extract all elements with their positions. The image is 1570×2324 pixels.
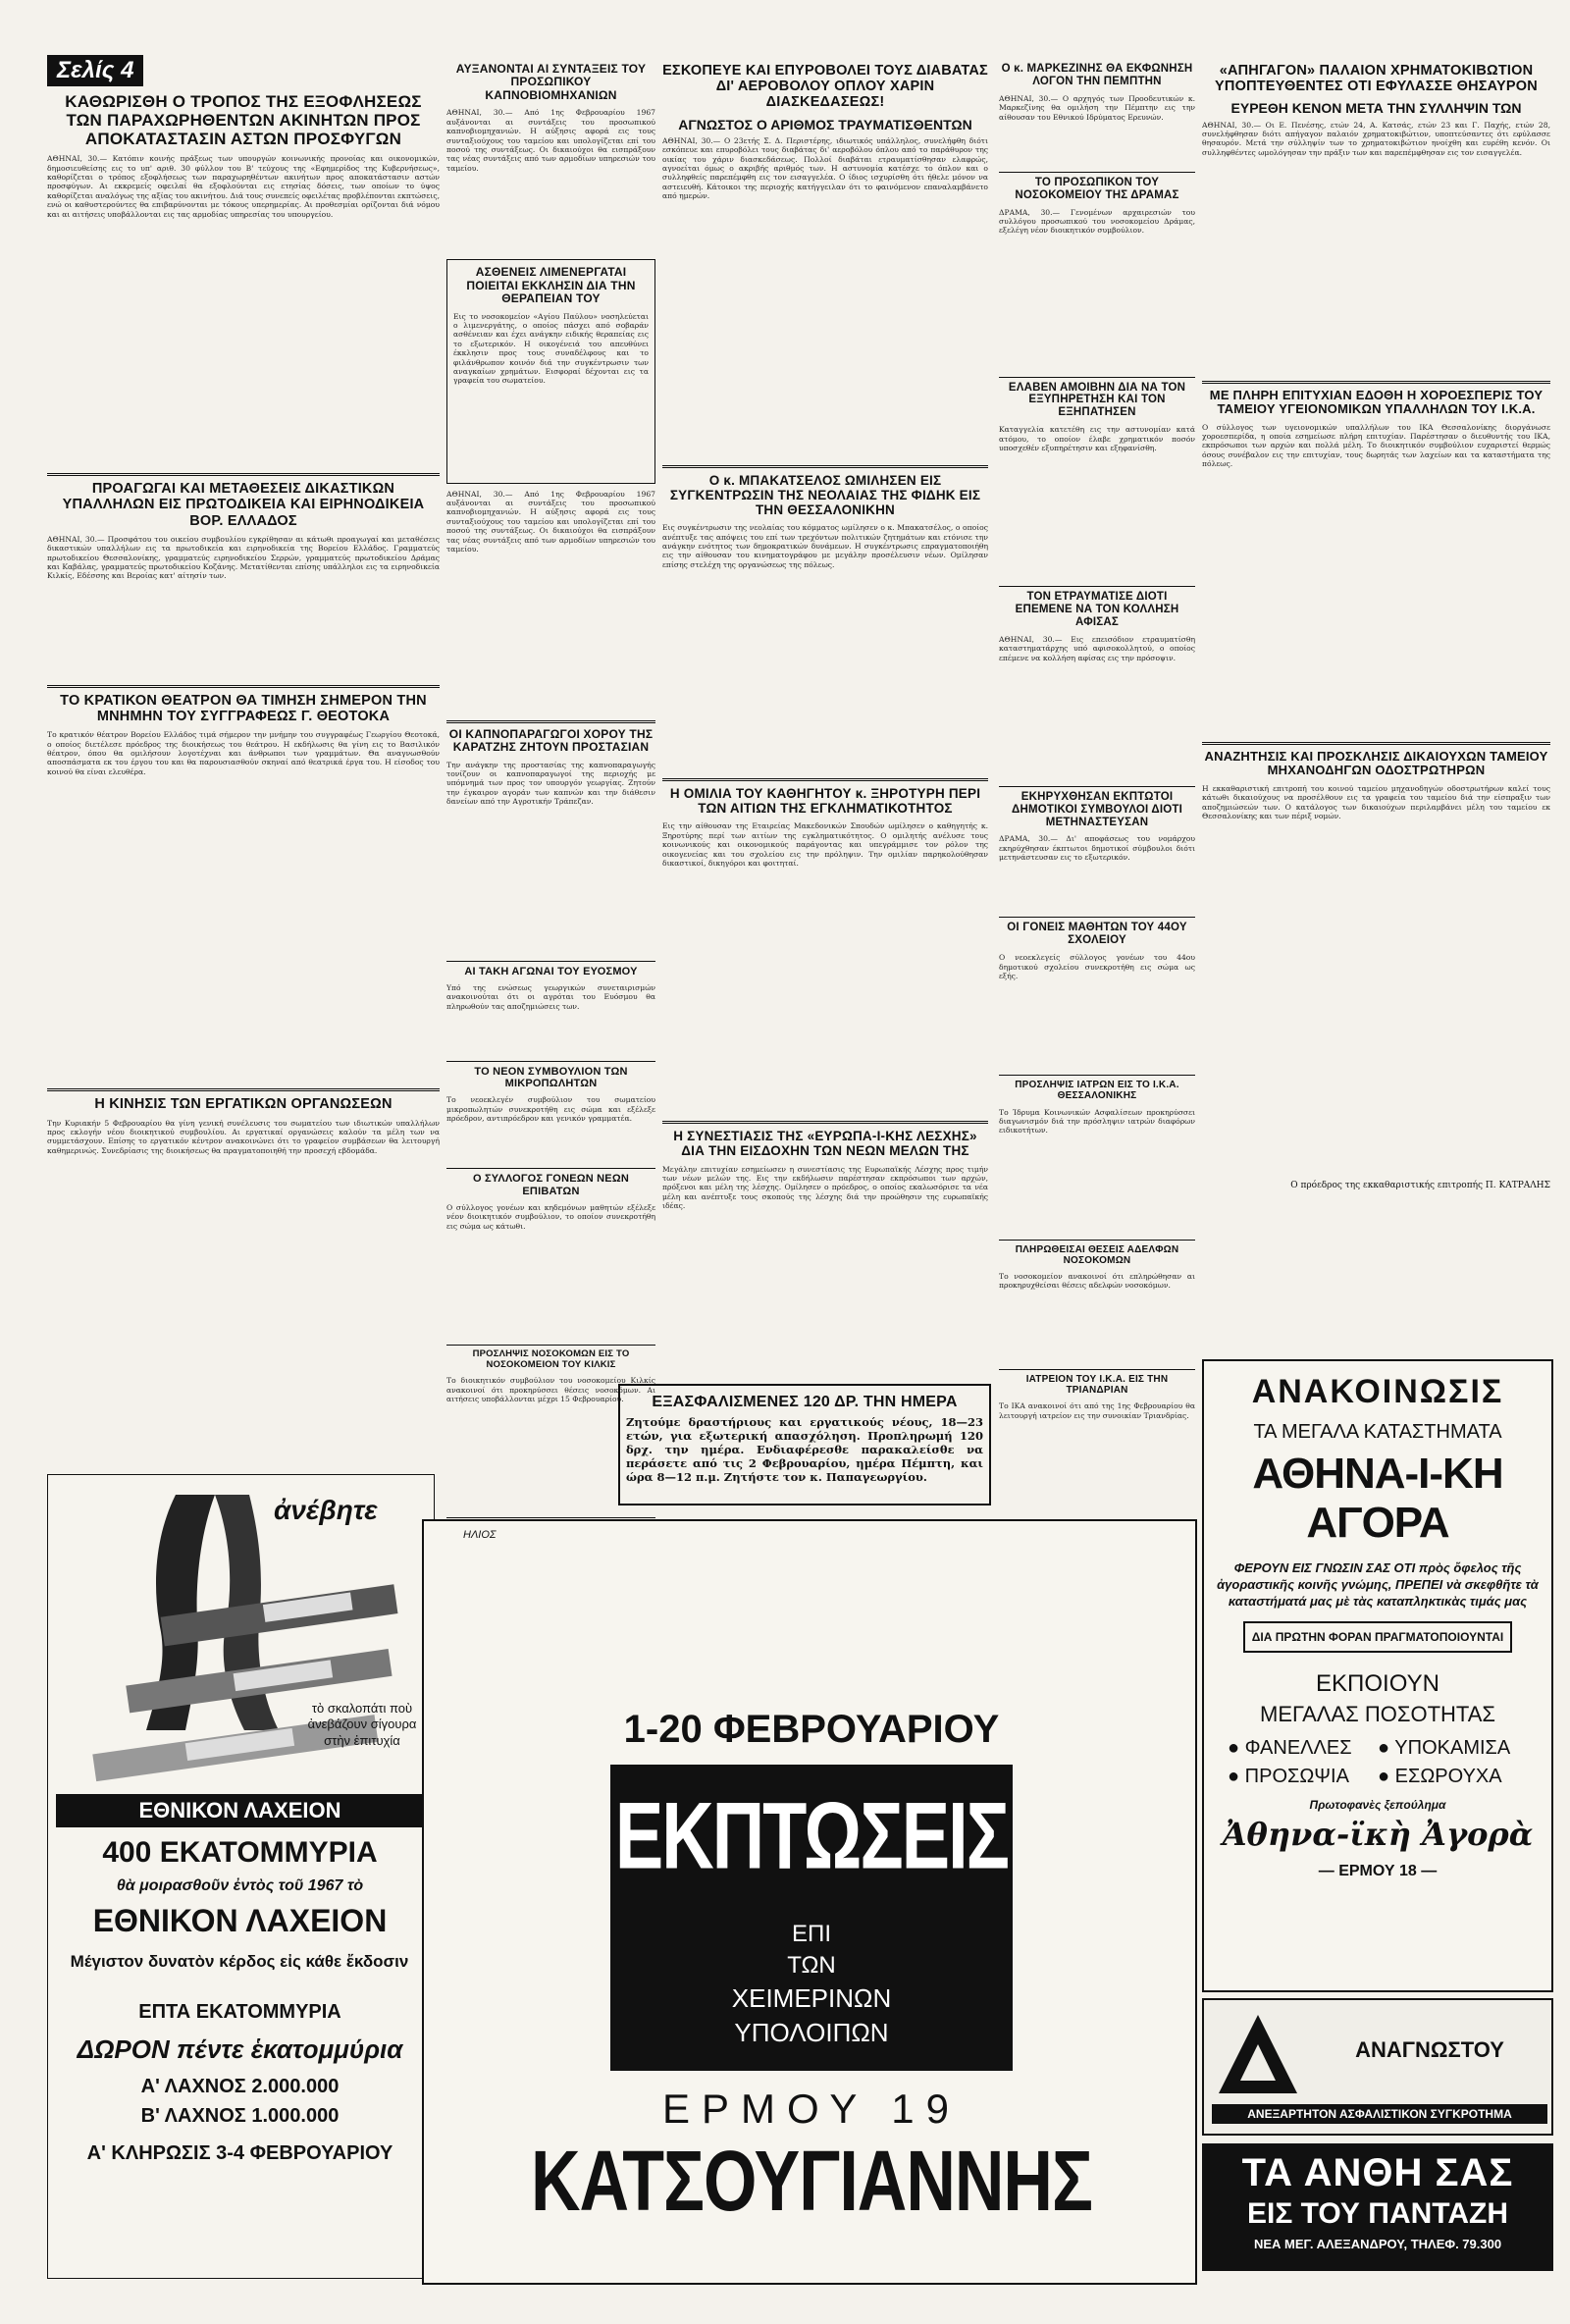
lottery-headline: ἀνέβητε <box>274 1495 378 1525</box>
sale-store-name: ΚΑΤΣΟΥΓΙΑΝΝΗΣ <box>531 2133 1092 2229</box>
flowers-line: ΤΑ ΑΝΘΗ ΣΑΣ <box>1241 2151 1514 2194</box>
sale-black-panel <box>610 1765 1013 2071</box>
page-label: Σελίς 4 <box>47 55 143 86</box>
sale-street: ΕΡΜΟΥ 19 <box>662 2086 961 2132</box>
article-title: «ΑΠΗΓΑΓΟΝ» ΠΑΛΑΙΟΝ ΧΡΗΜΑΤΟΚΙΒΩΤΙΟΝ ΥΠΟΠΤΕΥΘΕΝΤΕΣ ΟΤΙ ΕΦΥΛΑΣΣΕ ΘΗΣΑΥΡΟΝ <box>1215 63 1538 95</box>
article-body: Το κρατικόν θέατρον Βορείου Ελλάδος τιμά σήμερον την μνήμην του συγγραφέως Γεωργίου Θεοτοκά, ο οποίος διετέλεσε πρόεδρος της διοικήσεως του θεάτρου. Η εκδήλωσις θα γίνη εις το Βασιλικόν θέατρον, όπου θα ομιλήσουν λογοτέχναι και άνθρωποι των γραμμάτων. Θα αναγνωσθούν αποσπάσματα εκ του έργου του και θα παρουσιασθούν σκηναί από θεατρικά έργα του. Η είσοδος του κοινού θα είναι ελευθέρα. <box>47 730 440 776</box>
column-5 <box>1202 61 1550 1190</box>
divider <box>999 377 1195 378</box>
divider <box>47 1088 440 1091</box>
article-body: Το νοσοκομείον ανακοινοί ότι επληρώθησαν αι προκηρυχθείσαι θέσεις αδελφών νοσοκόμων. <box>999 1271 1195 1291</box>
article-body: ΑΘΗΝΑΙ, 30.— Εις επεισόδιον ετραυματίσθη καταστηματάρχης υπό αφισοκολλητού, ο οποίος επέμενε να κολλήση αφίσας εις την πρόσοψιν. <box>999 634 1195 662</box>
bullet-icon: ● <box>1378 1766 1390 1787</box>
lottery-line: Μέγιστον δυνατὸν κέρδος εἰς κάθε ἔκδοσιν <box>70 1952 409 1971</box>
job-ad-body: Ζητούμε δραστήριους και εργατικούς νέους, 18—23 ετών, για εξωτερική απασχόληση. Προπληρωμή 120 δρχ. την ημέρα. Ενδιαφέρεσθε παρακαλείσθε να περάσετε από τις 2 Φεβρουαρίου, ημέρα Πέμπτη, και ώρα 8—12 π.μ. Ζητήστε τον κ. Παπαγεωργίου. <box>626 1414 983 1484</box>
article-title: ΠΡΟΣΛΗΨΙΣ ΝΟΣΟΚΟΜΩΝ ΕΙΣ ΤΟ ΝΟΣΟΚΟΜΕΙΟΝ ΤΟΥ ΚΙΛΚΙΣ <box>472 1348 630 1370</box>
boxed-article <box>446 259 655 483</box>
notice-subtitle: ΤΑ ΜΕΓΑΛΑ ΚΑΤΑΣΤΗΜΑΤΑ <box>1253 1421 1502 1443</box>
article-title: ΟΙ ΚΑΠΝΟΠΑΡΑΓΩΓΟΙ ΧΟΡΟΥ ΤΗΣ ΚΑΡΑΤΖΗΣ ΖΗΤΟΥΝ ΠΡΟΣΤΑΣΙΑΝ <box>448 726 654 755</box>
article-title: ΕΣΚΟΠΕΥΕ ΚΑΙ ΕΠΥΡΟΒΟΛΕΙ ΤΟΥΣ ΔΙΑΒΑΤΑΣ ΔΙ' ΑΕΡΟΒΟΛΟΥ ΟΠΛΟΥ ΧΑΡΙΝ ΔΙΑΣΚΕΔΑΣΕΩΣ! <box>662 63 988 111</box>
insurance-ad <box>1202 1998 1553 2136</box>
article-body: ΔΡΑΜΑ, 30.— Γενομένων αρχαιρεσιών του συλλόγου προσωπικού του νοσοκομείου Δράμας, εξελέγη νέον διοικητικόν συμβούλιον. <box>999 207 1195 236</box>
divider <box>662 1121 988 1124</box>
article-title: ΠΛΗΡΩΘΕΙΣΑΙ ΘΕΣΕΙΣ ΑΔΕΛΦΩΝ ΝΟΣΟΚΟΜΩΝ <box>1015 1243 1179 1266</box>
article-title: Η ΚΙΝΗΣΙΣ ΤΩΝ ΕΡΓΑΤΙΚΩΝ ΟΡΓΑΝΩΣΕΩΝ <box>94 1096 392 1113</box>
notice-script-name: Ἀθηνα-ϊκὴ Ἀγορὰ <box>1222 1816 1534 1853</box>
lottery-line: ΕΠΤΑ ΕΚΑΤΟΜΜΥΡΙΑ <box>138 2001 341 2023</box>
article-title: ΤΟ ΝΕΟΝ ΣΥΜΒΟΥΛΙΟΝ ΤΩΝ ΜΙΚΡΟΠΩΛΗΤΩΝ <box>474 1065 628 1090</box>
notice-item: ● ΕΣΩΡΟΥΧΑ <box>1378 1766 1502 1787</box>
article-body: Εις την αίθουσαν της Εταιρείας Μακεδονικών Σπουδών ωμίλησεν ο καθηγητής κ. Ξηροτύρης περί των αιτίων της εγκληματικότητος. Ο ομιλητής ανέλυσε τους κοινωνικούς και οικονομικούς παράγοντας και υπεγράμμισε τον ρόλον της οικογενείας και του σχολείου εις την πρόληψιν. Την ομιλίαν παρηκολούθησαν δικαστικοί, δικηγόροι και φοιτηταί. <box>662 821 988 868</box>
divider <box>999 786 1195 787</box>
notice-text: ΦΕΡΟΥΝ ΕΙΣ ΓΝΩΣΙΝ ΣΑΣ ΟΤΙ πρὸς ὄφελος τῆς ἀγοραστικῆς κοινῆς γνώμης, ΠΡΕΠΕΙ νὰ σκεφθῆτε τὰ καταστήματά μας μὲ τὰς καταπληκτικὰς τιμάς μας <box>1217 1560 1539 1609</box>
bullet-icon: ● <box>1378 1737 1390 1759</box>
article-body: Μεγάλην επιτυχίαν εσημείωσεν η συνεστίασις της Ευρωπαϊκής Λέσχης προς τιμήν των νέων μελών της. Εις την εκδήλωσιν παρέστησαν εκπρόσωποι των αρχών, πρόξενοι και μέλη της λέσχης. Ομίλησεν ο πρόεδρος, ο οποίος εκαλωσόρισε τα νέα μέλη και ανέπτυξε τους σκοπούς της λέσχης διά την προώθησιν της ευρωπαϊκής ιδέας. <box>662 1164 988 1211</box>
lottery-prize: Β' ΛΑΧΝΟΣ 1.000.000 <box>140 2105 340 2127</box>
notice-address: — ΕΡΜΟΥ 18 — <box>1318 1863 1438 1879</box>
lottery-draw: Α' ΚΛΗΡΩΣΙΣ 3-4 ΦΕΒΡΟΥΑΡΙΟΥ <box>86 2142 393 2164</box>
article-body: ΑΘΗΝΑΙ, 30.— Προσφάτου του οικείου συμβουλίου εγκρίθησαν αι κάτωθι προαγωγαί και μεταθέσεις δικαστικών υπαλλήλων εις τα πρωτοδικεία και ειρηνοδικεία της Βορείου Ελλάδος. Γραμματεύς πρωτοδικείου Θεσσαλονίκης, γραμματεύς ειρηνοδικείου Σερρών, γραμματεύς πρωτοδικείου Δράμας και Καβάλας, γραμματεύς πρωτοδικείου Κοζάνης. Μετατίθενται επίσης υπάλληλοι εις τα ειρηνοδικεία Κιλκίς, Εδέσσης και Βεροίας κατ' αίτησίν των. <box>47 534 440 581</box>
notice-item: ● ΠΡΟΣΩΨΙΑ <box>1228 1766 1349 1787</box>
article-body: Το Ίδρυμα Κοινωνικών Ασφαλίσεων προκηρύσσει διαγωνισμόν διά την πρόσληψιν ιατρών διαφόρων ειδικοτήτων. <box>999 1107 1195 1136</box>
article-body: ΑΘΗΝΑΙ, 30.— Από 1ης Φεβρουαρίου 1967 αυξάνονται αι συντάξεις του προσωπικού καπνοβιομηχανιών. Η αύξησις αφορά εις τους συνταξιούχους του ταμείου και υπολογίζεται επί του ποσού της συντάξεως. Οι δικαιούχοι θα εισπράξουν τας νέας συντάξεις από των αρμοδίων υπηρεσιών του ταμείου. <box>446 489 655 555</box>
lottery-prize: Α' ΛΑΧΝΟΣ 2.000.000 <box>140 2076 340 2097</box>
lottery-name: ΕΘΝΙΚΟΝ ΛΑΧΕΙΟΝ <box>92 1903 388 1938</box>
divider <box>446 720 655 723</box>
article-title: ΤΟΝ ΕΤΡΑΥΜΑΤΙΣΕ ΔΙΟΤΙ ΕΠΕΜΕΝΕ ΝΑ ΤΟΝ ΚΟΛΛΗΣΗ ΑΦΙΣΑΣ <box>1015 591 1179 628</box>
sale-line: ΤΩΝ <box>787 1952 836 1979</box>
article-body: Την ανάγκην της προστασίας της καπνοπαραγωγής τονίζουν οι καπνοπαραγωγοί της περιοχής με υπόμνημά των προς τον υπουργόν γεωργίας. Ζητούν την έγκαιρον αγοράν των καπνών και την διάθεσιν δανείων από την Αγροτικήν Τράπεζαν. <box>446 760 655 807</box>
sale-line: ΕΠΙ <box>791 1921 831 1947</box>
sale-line: ΧΕΙΜΕΡΙΝΩΝ <box>731 1983 892 2013</box>
article-title: ΙΑΤΡΕΙΟΝ ΤΟΥ Ι.Κ.Α. ΕΙΣ ΤΗΝ ΤΡΙΑΝΔΡΙΑΝ <box>1025 1373 1169 1397</box>
notice-store-name: ΑΘΗΝΑ-Ι-ΚΗ ΑΓΟΡΑ <box>1252 1450 1503 1547</box>
article-title: ΠΡΟΑΓΩΓΑΙ ΚΑΙ ΜΕΤΑΘΕΣΕΙΣ ΔΙΚΑΣΤΙΚΩΝ ΥΠΑΛΛΗΛΩΝ ΕΙΣ ΠΡΩΤΟΔΙΚΕΙΑ ΚΑΙ ΕΙΡΗΝΟΔΙΚΕΙΑ ΒΟΡ. ΕΛΛΑΔΟΣ <box>62 481 425 529</box>
divider <box>446 1168 655 1169</box>
article-title: Ο κ. ΜΠΑΚΑΤΣΕΛΟΣ ΩΜΙΛΗΣΕΝ ΕΙΣ ΣΥΓΚΕΝΤΡΩΣΙΝ ΤΗΣ ΝΕΟΛΑΙΑΣ ΤΗΣ ΦΙΔΗΚ ΕΙΣ ΤΗΝ ΘΕΣΣΑΛΟΝΙΚΗΝ <box>669 472 981 518</box>
article-title: ΟΙ ΓΟΝΕΙΣ ΜΑΘΗΤΩΝ ΤΟΥ 44ΟΥ ΣΧΟΛΕΙΟΥ <box>1007 922 1187 947</box>
divider <box>999 1369 1195 1370</box>
article-body: Η εκκαθαριστική επιτροπή του κοινού ταμείου μηχανοδηγών οδοστρωτήρων καλεί τους κάτωθι δικαιούχους να προσέλθουν εις τα γραφεία του ταμείου διά την είσπραξιν των αποζημιώσεών των. Ο κατάλογος των δικαιούχων περιλαμβάνει μέλη του ταμείου εκ Θεσσαλονίκης και των πέριξ νομών. <box>1202 783 1550 820</box>
notice-sell: ΕΚΠΟΙΟΥΝ <box>1316 1670 1439 1697</box>
divider <box>446 961 655 962</box>
article-body: Εις συγκέντρωσιν της νεολαίας του κόμματος ωμίλησεν ο κ. Μπακατσέλος, ο οποίος ανέπτυξε τας απόψεις του επί των τρεχόντων πολιτικών ζητημάτων και ετόνισε την ανάγκην ενότητος των δημοκρατικών δυνάμεων. Η συγκέντρωσις επραγματοποιήθη εις την αίθουσαν του κινηματογράφου με μεγάλην προσέλευσιν νέων. Ομίλησαν επίσης στελέχη της οργανώσεως της πόλεως. <box>662 523 988 569</box>
column-1 <box>47 55 440 1294</box>
sale-dates: 1-20 ΦΕΒΡΟΥΑΡΙΟΥ <box>623 1708 1000 1751</box>
sale-ad <box>422 1519 1197 2285</box>
article-body: Το διοικητικόν συμβούλιον του νοσοκομείου Κιλκίς ανακοινοί ότι προκηρύσσει θέσεις νοσοκόμων. Αι αιτήσεις υποβάλλονται μέχρι 15 Φεβρουαρίου. <box>446 1376 655 1404</box>
article-body: ΑΘΗΝΑΙ, 30.— Από 1ης Φεβρουαρίου 1967 αυξάνονται αι συντάξεις του προσωπικού καπνοβιομηχανιών. Η αύξησις αφορά εις τους συνταξιούχους του ταμείου και υπολογίζεται επί του ποσού της συντάξεως. Οι δικαιούχοι θα εισπράξουν τας νέας συντάξεις από των αρμοδίων υπηρεσιών του ταμείου. <box>446 108 655 173</box>
store-notice-ad <box>1202 1359 1553 1992</box>
article-title: Ο ΣΥΛΛΟΓΟΣ ΓΟΝΕΩΝ ΝΕΩΝ ΕΠΙΒΑΤΩΝ <box>472 1173 630 1197</box>
signature: Ο πρόεδρος της εκκαθαριστικής επιτροπής Π. ΚΑΤΡΑΛΗΣ <box>1290 1180 1550 1190</box>
article-title: ΑΥΞΑΝΟΝΤΑΙ ΑΙ ΣΥΝΤΑΞΕΙΣ ΤΟΥ ΠΡΟΣΩΠΙΚΟΥ ΚΑΠΝΟΒΙΟΜΗΧΑΝΙΩΝ <box>455 62 647 102</box>
article-body: Υπό της ενώσεως γεωργικών συνεταιρισμών ανακοινούται ότι οι αγρόται του Ευόσμου θα πληρωθούν τας αποζημιώσεις των. <box>446 982 655 1011</box>
article-title: ΜΕ ΠΛΗΡΗ ΕΠΙΤΥΧΙΑΝ ΕΔΟΘΗ Η ΧΟΡΟΕΣΠΕΡΙΣ ΤΟΥ ΤΑΜΕΙΟΥ ΥΓΕΙΟΝΟΜΙΚΩΝ ΥΠΑΛΛΗΛΩΝ ΤΟΥ Ι.Κ.Α. <box>1209 387 1544 417</box>
divider <box>999 1075 1195 1076</box>
column-3 <box>662 61 988 1297</box>
divider <box>662 778 988 781</box>
divider <box>999 917 1195 918</box>
margin-strip <box>1556 628 1570 2297</box>
article-title: ΤΟ ΚΡΑΤΙΚΟΝ ΘΕΑΤΡΟΝ ΘΑ ΤΙΜΗΣΗ ΣΗΜΕΡΟΝ ΤΗΝ ΜΝΗΜΗΝ ΤΟΥ ΣΥΓΓΡΑΦΕΩΣ Γ. ΘΕΟΤΟΚΑ <box>60 692 427 725</box>
divider <box>1202 381 1550 384</box>
flowers-line: ΕΙΣ ΤΟΥ ΠΑΝΤΑΖΗ <box>1246 2197 1509 2230</box>
divider <box>999 172 1195 173</box>
article-subtitle: ΕΥΡΕΘΗ ΚΕΝΟΝ ΜΕΤΑ ΤΗΝ ΣΥΛΛΗΨΙΝ ΤΩΝ <box>1230 100 1522 117</box>
sale-title: ΕΚΠΤΩΣΕΙΣ <box>614 1782 1009 1889</box>
lottery-line: θὰ μοιρασθοῦν ἐντὸς τοῦ 1967 τὸ <box>116 1877 364 1894</box>
job-ad <box>618 1384 991 1505</box>
flowers-line: ΝΕΑ ΜΕΓ. ΑΛΕΞΑΝΔΡΟΥ, ΤΗΛΕΦ. 79.300 <box>1253 2237 1502 2251</box>
article-body: Το νεοεκλεγέν συμβούλιον του σωματείου μικροπωλητών συνεκροτήθη εις σώμα και εξέλεξε πρόεδρον, αντιπρόεδρον και γενικόν γραμματέα. <box>446 1095 655 1124</box>
article-title: ΑΝΑΖΗΤΗΣΙΣ ΚΑΙ ΠΡΟΣΚΛΗΣΙΣ ΔΙΚΑΙΟΥΧΩΝ ΤΑΜΕΙΟΥ ΜΗΧΑΝΟΔΗΓΩΝ ΟΔΟΣΤΡΩΤΗΡΩΝ <box>1204 748 1548 778</box>
sale-corner-label: ΗΛΙΟΣ <box>463 1529 497 1541</box>
notice-item: ● ΥΠΟΚΑΜΙΣΑ <box>1378 1737 1511 1759</box>
divider <box>446 1345 655 1346</box>
article-body: Καταγγελία κατετέθη εις την αστυνομίαν κατά ατόμου, το οποίον έλαβε χρηματικόν ποσόν υποσχεθέν εξυπηρέτησιν και εξηφανίσθη. <box>999 425 1195 452</box>
article-title: ΑΣΘΕΝΕΙΣ ΛΙΜΕΝΕΡΓΑΤΑΙ ΠΟΙΕΙΤΑΙ ΕΚΚΛΗΣΙΝ ΔΙΑ ΤΗΝ ΘΕΡΑΠΕΙΑΝ ΤΟΥ <box>466 265 636 306</box>
article-title: Η ΟΜΙΛΙΑ ΤΟΥ ΚΑΘΗΓΗΤΟΥ κ. ΞΗΡΟΤΥΡΗ ΠΕΡΙ ΤΩΝ ΑΙΤΙΩΝ ΤΗΣ ΕΓΚΛΗΜΑΤΙΚΟΤΗΤΟΣ <box>669 786 981 817</box>
sale-line: ΥΠΟΛΟΙΠΩΝ <box>734 2018 889 2047</box>
bullet-icon: ● <box>1228 1737 1240 1759</box>
article-body: ΔΡΑΜΑ, 30.— Δι' αποφάσεως του νομάρχου εκηρύχθησαν έκπτωτοι δημοτικοί σύμβουλοι διότι μετηνάστευσαν εις το εξωτερικόν. <box>999 834 1195 863</box>
insurance-name: ΑΝΑΓΝΩΣΤΟΥ <box>1355 2037 1504 2062</box>
article-body: ΑΘΗΝΑΙ, 30.— Οι Ε. Πενέσης, ετών 24, Α. Κατσάς, ετών 23 και Γ. Παχής, ετών 28, συνελήφθησαν διότι απήγαγον παλαιόν χρηματοκιβώτιον, υποπτεύσαντες ότι εφύλασσε θησαυρόν. Μετά την σύλληψίν των το χρηματοκιβώτιον ηνοίχθη και ευρέθη κενόν. Οι συλληφθέντες ωμολόγησαν την πράξιν των και παρεπέμφθησαν εις τον εισαγγελέα. <box>1202 120 1550 157</box>
divider <box>47 473 440 476</box>
article-title: ΚΑΘΩΡΙΣΘΗ Ο ΤΡΟΠΟΣ ΤΗΣ ΕΞΟΦΛΗΣΕΩΣ ΤΩΝ ΠΑΡΑΧΩΡΗΘΕΝΤΩΝ ΑΚΙΝΗΤΩΝ ΠΡΟΣ ΑΠΟΚΑΤΑΣΤΑΣΙΝ ΑΣΤΩΝ ΠΡΟΣΦΥΓΩΝ <box>65 92 422 149</box>
lottery-gift: ΔΩΡΟΝ πέντε ἑκατομμύρια <box>77 2034 403 2064</box>
article-subtitle: ΑΓΝΩΣΤΟΣ Ο ΑΡΙΘΜΟΣ ΤΡΑΥΜΑΤΙΣΘΕΝΤΩΝ <box>678 116 972 132</box>
article-title: ΕΛΑΒΕΝ ΑΜΟΙΒΗΝ ΔΙΑ ΝΑ ΤΟΝ ΕΞΥΠΗΡΕΤΗΣΗ ΚΑΙ ΤΟΝ ΕΞΗΠΑΤΗΣΕΝ <box>1008 381 1186 419</box>
lottery-ad <box>47 1474 435 2279</box>
divider <box>446 1061 655 1062</box>
article-body: Το ΙΚΑ ανακοινοί ότι από της 1ης Φεβρουαρίου θα λειτουργή ιατρείον εις την συνοικίαν Τριανδρίας. <box>999 1401 1195 1420</box>
lottery-amount: 400 ΕΚΑΤΟΜΜΥΡΙΑ <box>102 1836 378 1869</box>
notice-item: ● ΦΑΝΕΛΛΕΣ <box>1228 1737 1352 1759</box>
divider <box>999 586 1195 587</box>
divider <box>999 1240 1195 1241</box>
article-title: ΠΡΟΣΛΗΨΙΣ ΙΑΤΡΩΝ ΕΙΣ ΤΟ Ι.Κ.Α. ΘΕΣΣΑΛΟΝΙΚΗΣ <box>1015 1080 1179 1102</box>
article-title: ΑΙ ΤΑΚΗ ΑΓΩΝΑΙ ΤΟΥ ΕΥΟΣΜΟΥ <box>464 965 638 977</box>
column-4 <box>999 61 1195 1505</box>
divider <box>47 685 440 688</box>
notice-title: ΑΝΑΚΟΙΝΩΣΙΣ <box>1251 1373 1504 1410</box>
article-body: Την Κυριακήν 5 Φεβρουαρίου θα γίνη γενική συνέλευσις του σωματείου των ιδιωτικών υπαλλήλων προς εκλογήν νέου διοικητικού συμβουλίου. Αι εργατικαί οργανώσεις καλούν τα μέλη των να συμμετάσχουν. Επίσης το εργατικόν κέντρον ανακοινώνει ότι το γραφείον συμβάσεων θα λειτουργή καθημερινώς. Συνεδρίασις της διοικήσεως θα πραγματοποιηθή την προσεχή εβδομάδα. <box>47 1118 440 1155</box>
job-ad-title: ΕΞΑΣΦΑΛΙΣΜΕΝΕΣ 120 ΔΡ. ΤΗΝ ΗΜΕΡΑ <box>652 1394 958 1410</box>
insurance-logo-icon <box>1214 2010 1302 2098</box>
notice-quantity: ΜΕΓΑΛΑΣ ΠΟΣΟΤΗΤΑΣ <box>1260 1702 1495 1726</box>
lottery-band: ΕΘΝΙΚΟΝ ΛΑΧΕΙΟΝ <box>56 1794 424 1827</box>
divider <box>1202 742 1550 745</box>
article-title: ΤΟ ΠΡΟΣΩΠΙΚΟΝ ΤΟΥ ΝΟΣΟΚΟΜΕΙΟΥ ΤΗΣ ΔΡΑΜΑΣ <box>1015 176 1179 201</box>
article-body: Ο νεοεκλεγείς σύλλογος γονέων του 44ου δημοτικού σχολείου συνεκροτήθη εις σώμα ως εξής. <box>999 953 1195 980</box>
article-title: ΕΚΗΡΥΧΘΗΣΑΝ ΕΚΠΤΩΤΟΙ ΔΗΜΟΤΙΚΟΙ ΣΥΜΒΟΥΛΟΙ ΔΙΟΤΙ ΜΕΤΗΝΑΣΤΕΥΣΑΝ <box>1011 790 1183 828</box>
bullet-icon: ● <box>1228 1766 1240 1787</box>
article-body: ΑΘΗΝΑΙ, 30.— Κατόπιν κοινής πράξεως των υπουργών κοινωνικής προνοίας και οικονομικών, δημοσιευθείσης εις το υπ' αριθ. 30 φύλλον του Β' τεύχους της «Εφημερίδος της Κυβερνήσεως», καθορίζεται ο τρόπος εξοφλήσεως των παραχωρηθέντων ακινήτων προς αποκατάστασιν αστών προσφύγων. Αι εκκρεμείς οφειλαί θα εξοφλούνται εις ετησίας δόσεις, των οποίων το ύψος καθορίζεται αναλόγως της αξίας του ακινήτου. Διά τους συνεπείς οφειλέτας προβλέπονται εκπτώσεις, ενώ οι καθυστερούντες θα επιβαρύνονται με τόκους υπερημερίας. Αι προθεσμίαι ορίζονται διά νόμου και αι αιτήσεις υποβάλλονται εις τας αρμοδίας υπηρεσίας του υπουργείου. <box>47 154 440 219</box>
notice-note: Πρωτοφανὲς ξεπούλημα <box>1309 1798 1446 1812</box>
notice-items <box>1228 1737 1528 1788</box>
notice-box: ΔΙΑ ΠΡΩΤΗΝ ΦΟΡΑΝ ΠΡΑΓΜΑΤΟΠΟΙΟΥΝΤΑΙ <box>1243 1621 1512 1653</box>
article-body: Ο σύλλογος γονέων και κηδεμόνων μαθητών εξέλεξε νέον διοικητικόν συμβούλιον, το οποίον συνεκροτήθη εις σώμα ως κάτωθι. <box>446 1203 655 1231</box>
insurance-line: ΑΝΕΞΑΡΤΗΤΟΝ ΑΣΦΑΛΙΣΤΙΚΟΝ ΣΥΓΚΡΟΤΗΜΑ <box>1212 2104 1547 2124</box>
column-2 <box>446 61 655 1609</box>
article-title: Η ΣΥΝΕΣΤΙΑΣΙΣ ΤΗΣ «ΕΥΡΩΠΑ-Ι-ΚΗΣ ΛΕΣΧΗΣ» ΔΙΑ ΤΗΝ ΕΙΣΔΟΧΗΝ ΤΩΝ ΝΕΩΝ ΜΕΛΩΝ ΤΗΣ <box>673 1129 977 1159</box>
article-title: Ο κ. ΜΑΡΚΕΖΙΝΗΣ ΘΑ ΕΚΦΩΝΗΣΗ ΛΟΓΟΝ ΤΗΝ ΠΕΜΠΤΗΝ <box>1001 63 1193 87</box>
lottery-caption: τὸ σκαλοπάτι ποὺ ἀνεβάζουν σίγουρα στὴν ἐπιτυχία <box>307 1701 417 1748</box>
article-body: ΑΘΗΝΑΙ, 30.— Ο 23ετής Σ. Δ. Περιστέρης, ιδιωτικός υπάλληλος, συνελήφθη διότι εσκόπευε και επυροβόλει τους διαβάτας δι' αεροβόλου όπλου από το παράθυρον της οικίας του χάριν διασκεδάσεως. Πολλοί διαβάται ετραυματίσθησαν ελαφρώς, αγνοείται όμως ο ακριβής αριθμός των. Η αστυνομία κατέσχε το όπλον και ο συλληφθείς παρεπέμφθη εις τον εισαγγελέα. Ο ίδιος ισχυρίσθη ότι ήθελε μόνον να αστειευθή. Κάτοικοι της περιοχής κατήγγειλαν ότι το φαινόμενον επαναλαμβάνετο από ημερών. <box>662 135 988 201</box>
article-body: Εις το νοσοκομείον «Αγίου Παύλου» νοσηλεύεται ο λιμενεργάτης, ο οποίος πάσχει από σοβαράν ασθένειαν και έχει ανάγκην ειδικής θεραπείας εις το εξωτερικόν. Η οικογένειά του απευθύνει έκκλησιν προς τους συναδέλφους και το φιλάνθρωπον κοινόν διά την συγκέντρωσιν των αναγκαίων χρημάτων. Εισφοραί δέχονται εις τα γραφεία του σωματείου. <box>453 311 649 386</box>
article-body: Ο σύλλογος των υγειονομικών υπαλλήλων του ΙΚΑ Θεσσαλονίκης διοργάνωσε χοροεσπερίδα, η οποία εσημείωσε πλήρη επιτυχίαν. Παρέστησαν ο διευθυντής του ΙΚΑ, εκπρόσωποι των αρχών και πολλά μέλη. Το διοικητικόν συμβούλιον ευχαριστεί θερμώς όσους συνέβαλον εις την επιτυχίαν, τους δωρητάς των λαχείων και τα καταστήματα της πόλεως. <box>1202 422 1550 469</box>
divider <box>662 465 988 468</box>
flowers-ad <box>1202 2143 1553 2271</box>
article-body: ΑΘΗΝΑΙ, 30.— Ο αρχηγός των Προοδευτικών κ. Μαρκεζίνης θα ομιλήση την Πέμπτην εις την αίθουσαν του Εθνικού Ιδρύματος Ερευνών. <box>999 93 1195 122</box>
